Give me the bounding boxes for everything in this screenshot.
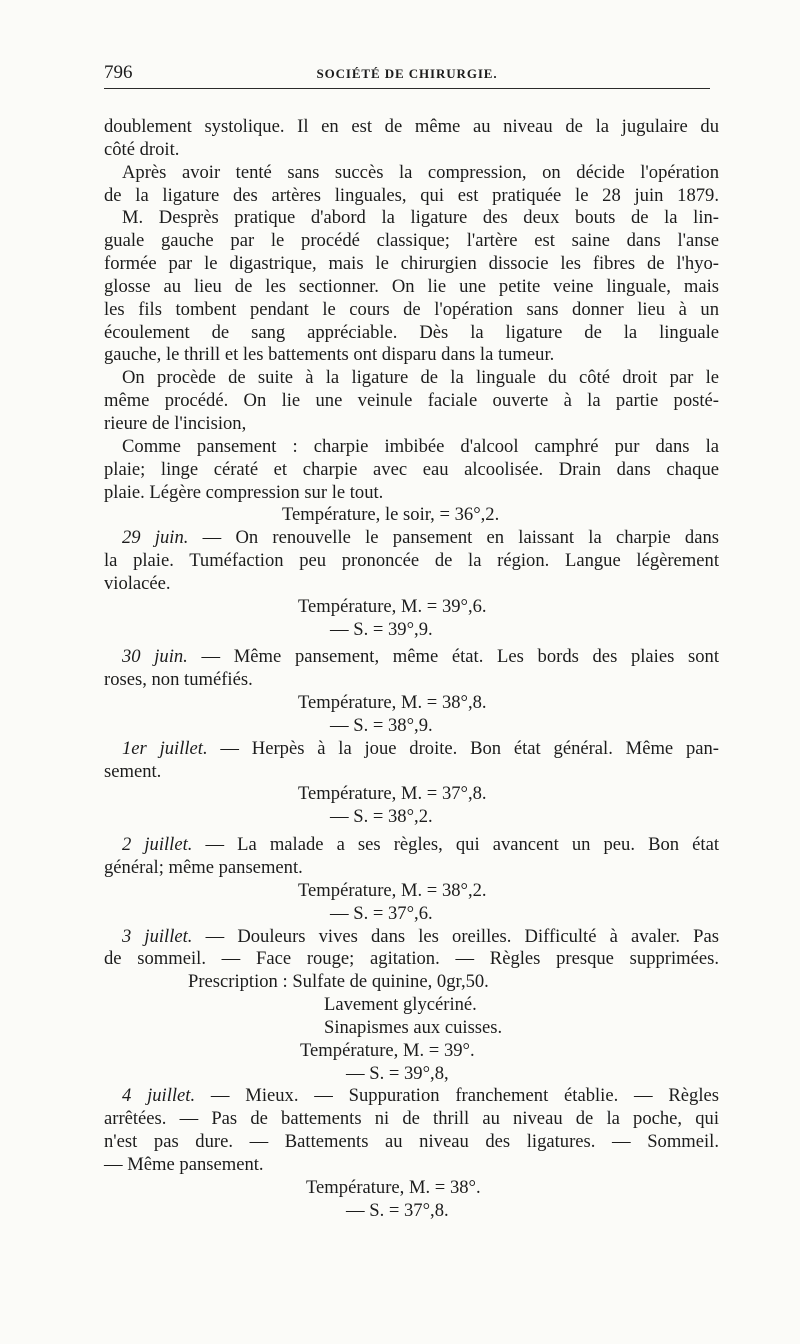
text-line: de sommeil. — Face rouge; agitation. — Règles presque supprimées. bbox=[104, 948, 719, 970]
text-line: Comme pansement : charpie imbibée d'alcool camphré pur dans la bbox=[122, 435, 719, 457]
entry-line bbox=[104, 646, 719, 669]
body-text bbox=[104, 116, 719, 1223]
entry-date: 2 juillet. bbox=[122, 834, 193, 856]
temperature-line: Température, le soir, = 36°,2. bbox=[282, 504, 500, 526]
temperature-line: — S. = 37°,8. bbox=[346, 1199, 449, 1221]
entry-date: 30 juin. bbox=[122, 646, 188, 668]
temperature-line: — S. = 39°,8, bbox=[346, 1062, 449, 1084]
text-line: rieure de l'incision, bbox=[104, 412, 247, 434]
page-number: 796 bbox=[104, 62, 133, 83]
text-line: doublement systolique. Il en est de même au niveau de la jugulaire du bbox=[104, 116, 719, 137]
text-line: Après avoir tenté sans succès la compression, on décide l'opération bbox=[122, 161, 719, 183]
entry-line bbox=[104, 834, 719, 857]
entry-date: 4 juillet. bbox=[122, 1085, 196, 1107]
text-line: M. Desprès pratique d'abord la ligature des deux bouts de la lin- bbox=[122, 207, 719, 229]
text-line: les fils tombent pendant le cours de l'opération sans donner lieu à un bbox=[104, 298, 719, 320]
running-head: SOCIÉTÉ DE CHIRURGIE. bbox=[316, 66, 498, 81]
text-line: de la ligature des artères linguales, qui est pratiquée le 28 juin 1879. bbox=[104, 184, 719, 206]
text-line: la plaie. Tuméfaction peu prononcée de la région. Langue légèrement bbox=[104, 550, 719, 572]
temperature-line: — S. = 37°,6. bbox=[330, 902, 433, 924]
temperature-line: Température, M. = 39°. bbox=[300, 1039, 475, 1061]
page-header bbox=[104, 62, 710, 89]
entry-date: 1er juillet. bbox=[122, 737, 208, 759]
text-line: même procédé. On lie une veinule faciale ouverte à la partie posté- bbox=[104, 390, 719, 412]
prescription-line: Lavement glycériné. bbox=[324, 994, 477, 1016]
text-line: formée par le digastrique, mais le chirurgien dissocie les fibres de l'hyo- bbox=[104, 253, 719, 275]
temperature-line: — S. = 38°,9. bbox=[330, 714, 433, 736]
text-line: arrêtées. — Pas de battements ni de thrill au niveau de la poche, qui bbox=[104, 1108, 719, 1130]
text-line: général; même pansement. bbox=[104, 857, 303, 878]
temperature-line: Température, M. = 38°,2. bbox=[298, 879, 487, 901]
entry-date: 29 juin. bbox=[122, 527, 189, 549]
temperature-line: Température, M. = 38°. bbox=[306, 1176, 481, 1198]
entry-text: — Douleurs vives dans les oreilles. Difficulté à avaler. Pas bbox=[205, 925, 719, 947]
text-line: roses, non tuméfiés. bbox=[104, 669, 253, 691]
prescription-line: Sinapismes aux cuisses. bbox=[324, 1016, 503, 1038]
entry-date: 3 juillet. bbox=[122, 925, 193, 947]
entry-text: — On renouvelle le pansement en laissant la charpie dans bbox=[202, 527, 719, 549]
text-line: plaie. Légère compression sur le tout. bbox=[104, 481, 384, 503]
entry-text: — Même pansement, même état. Les bords des plaies sont bbox=[201, 646, 719, 668]
text-line: gauche, le thrill et les battements ont disparu dans la tumeur. bbox=[104, 344, 555, 366]
entry-text: — La malade a ses règles, qui avancent un peu. Bon état bbox=[205, 834, 719, 856]
text-line: sement. bbox=[104, 760, 162, 782]
entry-line bbox=[104, 926, 719, 949]
temperature-line: Température, M. = 37°,8. bbox=[298, 783, 487, 805]
entry-line bbox=[104, 1085, 719, 1108]
prescription-line: Prescription : Sulfate de quinine, 0gr,50. bbox=[188, 971, 489, 993]
text-line: — Même pansement. bbox=[104, 1153, 264, 1175]
text-line: côté droit. bbox=[104, 138, 180, 160]
temperature-line: — S. = 38°,2. bbox=[330, 806, 433, 828]
text-line: n'est pas dure. — Battements au niveau des ligatures. — Sommeil. bbox=[104, 1131, 719, 1153]
entry-line bbox=[104, 738, 719, 761]
text-line: On procède de suite à la ligature de la linguale du côté droit par le bbox=[122, 367, 719, 389]
text-line: guale gauche par le procédé classique; l'artère est saine dans l'anse bbox=[104, 230, 719, 252]
temperature-line: — S. = 39°,9. bbox=[330, 618, 433, 640]
temperature-line: Température, M. = 39°,6. bbox=[298, 595, 487, 617]
temperature-line: Température, M. = 38°,8. bbox=[298, 692, 487, 714]
entry-text: — Herpès à la joue droite. Bon état général. Même pan- bbox=[220, 737, 719, 759]
entry-text: — Mieux. — Suppuration franchement établie. — Règles bbox=[210, 1085, 719, 1107]
entry-line bbox=[104, 527, 719, 550]
text-line: écoulement de sang appréciable. Dès la ligature de la linguale bbox=[104, 321, 719, 343]
text-line: violacée. bbox=[104, 572, 171, 594]
text-line: plaie; linge cératé et charpie avec eau alcoolisée. Drain dans chaque bbox=[104, 458, 719, 480]
text-line: glosse au lieu de les sectionner. On lie une petite veine linguale, mais bbox=[104, 275, 719, 297]
